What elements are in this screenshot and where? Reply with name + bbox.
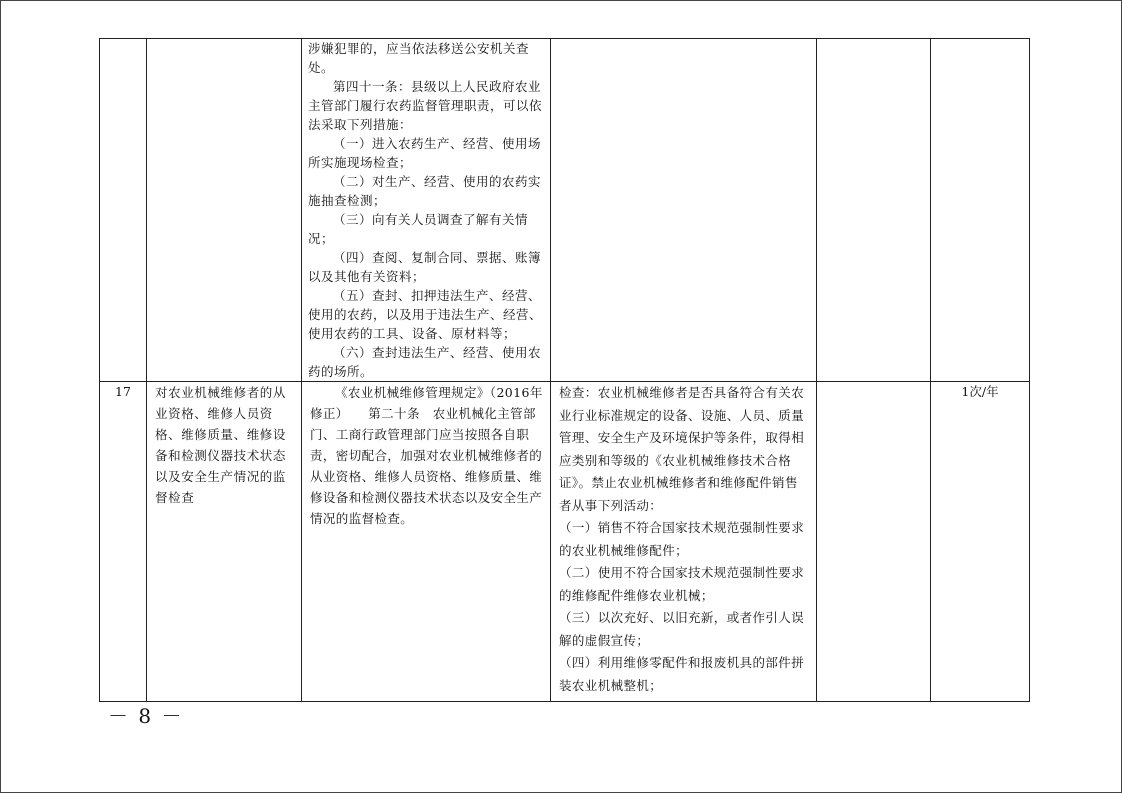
inspection-frequency: 1次/年 <box>931 382 1030 702</box>
inspection-item: 对农业机械维修者的从业资格、维修人员资格、维修质量、维修设备和检测仪器技术状态以及安全生产情况的监督检查 <box>147 382 302 702</box>
table-row-continuation <box>100 39 1030 382</box>
law-basis-text: 《农业机械维修管理规定》（2016年修正） 第二十条 农业机械化主管部门、工商行政管理部门应当按照各自职责，密切配合，加强对农业机械维修者的从业资格、维修人员资格、维修质量、维修设备和检测仪器技术状态以及安全生产情况的监督检查。 <box>310 385 543 526</box>
law-line: 涉嫌犯罪的，应当依法移送公安机关查处。 <box>308 41 530 75</box>
content-line: 检查：农业机械维修者是否具备符合有关农业行业标准规定的设备、设施、人员、质量管理、安全生产及环境保护等条件，取得相应类别和等级的《农业机械维修技术合格证》。禁止农业机械维修者和维修配件销售者从事下列活动： <box>559 385 805 513</box>
content-cell <box>551 39 817 382</box>
content-line: （三）以次充好、以旧充新，或者作引人误解的虚假宣传； <box>559 610 805 648</box>
table-row-17 <box>100 382 1030 702</box>
empty-cell <box>817 382 931 702</box>
law-basis-cell <box>302 382 551 702</box>
row-number-cell <box>100 39 147 382</box>
law-basis-cell <box>302 39 551 382</box>
law-line: （六）查封违法生产、经营、使用农药的场所。 <box>308 345 542 379</box>
law-line: 第四十一条：县级以上人民政府农业主管部门履行农药监督管理职责，可以依法采取下列措施： <box>308 79 543 132</box>
law-line: （五）查封、扣押违法生产、经营、使用的农药，以及用于违法生产、经营、使用农药的工具、设备、原材料等； <box>308 288 543 341</box>
page-number: － 8 － <box>108 704 184 728</box>
content-line: （二）使用不符合国家技术规范强制性要求的维修配件维修农业机械； <box>559 565 805 603</box>
item-cell <box>147 39 302 382</box>
law-line: （三）向有关人员调查了解有关情况； <box>308 212 529 246</box>
inspection-content-cell <box>551 382 817 702</box>
content-line: （四）利用维修零配件和报废机具的部件拼装农业机械整机； <box>559 655 805 693</box>
empty-cell <box>817 39 931 382</box>
law-line: （四）查阅、复制合同、票据、账簿以及其他有关资料； <box>308 250 542 284</box>
law-line: （一）进入农药生产、经营、使用场所实施现场检查； <box>308 136 542 170</box>
law-line: （二）对生产、经营、使用的农药实施抽查检测； <box>308 174 542 208</box>
row-number: 17 <box>100 382 147 702</box>
inspection-table <box>99 38 1030 702</box>
frequency-cell <box>931 39 1030 382</box>
content-line: （一）销售不符合国家技术规范强制性要求的农业机械维修配件； <box>559 520 805 558</box>
